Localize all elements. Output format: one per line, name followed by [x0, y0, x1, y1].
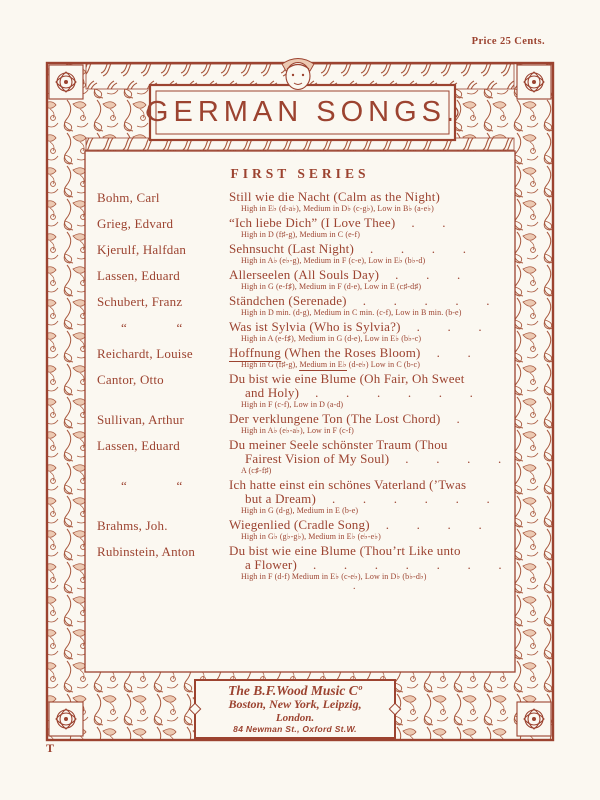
composer-name: Lassen, Eduard [97, 438, 180, 453]
key-info: High in A♭ (e♭-g), Medium in F (c-e), Low in E♭ (b♭-d) [241, 256, 426, 265]
song-title: Was ist Sylvia (Who is Sylvia?) [229, 319, 401, 334]
song-entry [97, 438, 511, 477]
composer-name: Schubert, Franz [97, 294, 183, 309]
annotation-underline: Hoffnung [229, 345, 281, 360]
song-title: Du bist wie eine Blume (Thou’rt Like unto [229, 543, 461, 558]
song-cell [229, 346, 511, 371]
dot-leader: . . . [416, 319, 482, 334]
composer-name: Bohm, Carl [97, 190, 160, 205]
publisher-address: 84 Newman St., Oxford St.W. [233, 723, 357, 734]
song-title-continued: Fairest Vision of My Soul) [245, 451, 390, 466]
song-title: Sehnsucht (Last Night) [229, 241, 354, 256]
dot-leader: . . . [395, 267, 461, 282]
key-info: High in A (e-f♯), Medium in G (d-e), Low in E♭ (b♭-c) [241, 334, 422, 343]
song-cell [229, 216, 511, 241]
song-list [97, 190, 511, 584]
dot-leader: . . . . [370, 241, 467, 256]
composer-name: Reichardt, Louise [97, 346, 193, 361]
publisher-city: London. [275, 711, 315, 724]
dot-leader: . . . . [385, 517, 482, 532]
song-cell [229, 412, 511, 437]
song-cell [229, 372, 511, 411]
composer-name: Sullivan, Arthur [97, 412, 184, 427]
dot-leader: . . . . . [362, 293, 490, 308]
composer-name: Rubinstein, Anton [97, 544, 196, 559]
song-title: Wiegenlied (Cradle Song) [229, 517, 370, 532]
song-title-continued: but a Dream) [245, 491, 316, 506]
song-title: Du meiner Seele schönster Traum (Thou [229, 437, 448, 452]
key-info-text: High in G (f♯-g), [241, 360, 300, 369]
song-entry [97, 478, 511, 517]
dot-leader: . [456, 411, 460, 426]
song-title-continued: a Flower) [245, 557, 297, 572]
composer-name: Grieg, Edvard [97, 216, 174, 231]
song-cell [229, 320, 511, 345]
key-info: High in F (c-f), Low in D (a-d) [241, 400, 344, 409]
song-entry [97, 544, 511, 583]
printer-mark: T [46, 741, 55, 755]
composer-name: Lassen, Eduard [97, 268, 180, 283]
song-entry [97, 372, 511, 411]
song-entry [97, 216, 511, 241]
key-info: High in G♭ (g♭-g♭), Medium in E♭ (e♭-e♭) [241, 532, 381, 541]
composer-name: Brahms, Joh. [97, 518, 168, 533]
key-info: High in D (f♯-g), Medium in C (e-f) [241, 230, 361, 239]
dot-leader: . . . . . . [331, 491, 490, 506]
dot-leader: . . [436, 345, 471, 360]
song-cell [229, 294, 511, 319]
page-title: GERMAN SONGS. [145, 96, 460, 128]
song-title: Du bist wie eine Blume (Oh Fair, Oh Sweet [229, 371, 465, 386]
composer-name: Cantor, Otto [97, 372, 164, 387]
song-cell [229, 478, 511, 517]
song-title: Der verklungene Ton (The Lost Chord) [229, 411, 441, 426]
song-cell [229, 242, 511, 267]
composer-name: Kjerulf, Halfdan [97, 242, 187, 257]
song-cell [229, 438, 511, 477]
song-entry [97, 294, 511, 319]
song-title: Ständchen (Serenade) [229, 293, 347, 308]
key-info: High in D min. (d-g), Medium in C min. (c-f), Low in B min. (b-e) [241, 308, 462, 317]
key-info: High in G (d-g), Medium in E (b-e) [241, 506, 359, 515]
song-cell [229, 544, 511, 583]
song-entry [97, 242, 511, 267]
publisher-cities: Boston, New York, Leipzig, [228, 697, 362, 712]
song-entry [97, 320, 511, 345]
song-title: Still wie die Nacht (Calm as the Night) [229, 189, 441, 204]
series-heading: FIRST SERIES [230, 166, 370, 181]
stray-ink-dot: . [353, 581, 356, 592]
song-cell [229, 190, 511, 215]
dot-leader: . . [411, 215, 446, 230]
dot-leader: . . . . . . [315, 385, 474, 400]
key-info: A (c♯-f♯) [241, 466, 272, 475]
song-title-continued: and Holy) [245, 385, 300, 400]
ditto-mark: “ “ [121, 320, 193, 335]
song-title: (When the Roses Bloom) [280, 345, 421, 360]
publisher-box [197, 683, 393, 737]
dot-leader: . . . . . . . [312, 557, 502, 572]
key-info: High in E♭ (d-a♭), Medium in D♭ (c-g♭), Low in B♭ (a-e♭) [241, 204, 434, 213]
song-cell [229, 268, 511, 293]
price-label: Price 25 Cents. [471, 36, 545, 47]
key-info [241, 360, 511, 370]
annotation-underline: Medium in E♭ [299, 360, 347, 369]
key-info: High in G (e-f♯), Medium in F (d-e), Low in E (c♯-d♯) [241, 282, 422, 291]
song-title: “Ich liebe Dich” (I Love Thee) [229, 215, 396, 230]
key-info: High in A♭ (e♭-a♭), Low in F (c-f) [241, 426, 354, 435]
song-title: Allerseelen (All Souls Day) [229, 267, 380, 282]
song-cell [229, 518, 511, 543]
key-info-text: (d-e♭) Low in C (b-c) [346, 360, 420, 369]
ditto-mark: “ “ [121, 478, 193, 493]
song-title: Ich hatte einst ein schönes Vaterland (’Twas [229, 477, 467, 492]
dot-leader: . . . . [405, 451, 502, 466]
publisher-name: The B.F.Wood Music Cº [228, 683, 362, 698]
song-entry [97, 518, 511, 543]
song-entry [97, 412, 511, 437]
key-info: High in F (d-f) Medium in E♭ (c-e♭), Low in D♭ (b♭-d♭) [241, 572, 427, 581]
song-entry [97, 346, 511, 371]
song-entry [97, 190, 511, 215]
song-entry [97, 268, 511, 293]
